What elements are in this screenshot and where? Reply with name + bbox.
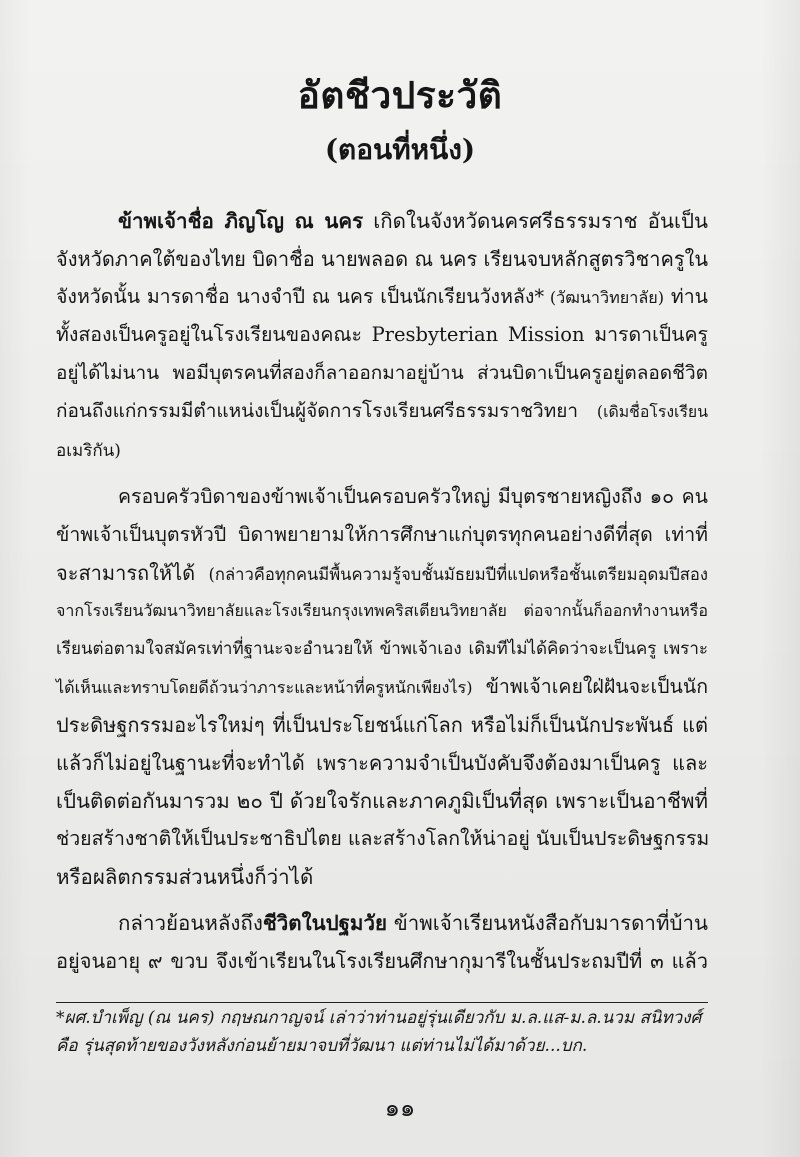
paragraph-2-line-9: เป็นติดต่อกันมารวม ๒๐ ปี ด้วยใจรักและภาคภูมิเป็นที่สุด เพราะเป็นอาชีพที่ xyxy=(56,789,708,813)
paragraph-2-line-8: แล้วก็ไม่อยู่ในฐานะที่จะทำได้ เพราะความจำเป็นบังคับจึงต้องมาเป็นครู และ xyxy=(56,751,708,775)
paragraph-1-line-3: จังหวัดนั้น มารดาชื่อ นางจำปี ณ นคร เป็นนักเรียนวังหลัง* (วัฒนาวิทยาลัย) ท่าน xyxy=(56,285,708,308)
paragraph-1-line-7: อเมริกัน) xyxy=(56,441,121,461)
paragraph-2-line-5: เรียนต่อตามใจสมัครเท่าที่ฐานะจะอำนวยให้ ข้าพเจ้าเอง เดิมทีไม่ได้คิดว่าจะเป็นครู เพราะ xyxy=(56,639,708,659)
paragraph-3-line-1: กล่าวย้อนหลังถึงชีวิตในปฐมวัย ข้าพเจ้าเรียนหนังสือกับมารดาที่บ้าน xyxy=(118,911,708,935)
page-subtitle: (ตอนที่หนึ่ง) xyxy=(324,133,476,166)
paragraph-1-line-5: อยู่ได้ไม่นาน พอมีบุตรคนที่สองก็ลาออกมาอยู่บ้าน ส่วนบิดาเป็นครูอยู่ตลอดชีวิต xyxy=(56,362,708,384)
paragraph-2-line-6: ได้เห็นและทราบโดยดีถ้วนว่าภาระและหน้าที่ครูหนักเพียงไร) ข้าพเจ้าเคยใฝ่ฝันจะเป็นนัก xyxy=(56,675,708,698)
paragraph-2-line-7: ประดิษฐกรรมอะไรใหม่ๆ ที่เป็นประโยชน์แก่โลก หรือไม่ก็เป็นนักประพันธ์ แต่ xyxy=(56,713,708,737)
paragraph-2-line-3: จะสามารถให้ได้ (กล่าวคือทุกคนมีพื้นความรู้จบชั้นมัธยมปีที่แปดหรือชั้นเตรียมอุดมปีสอง xyxy=(56,561,708,585)
paragraph-2-line-11: หรือผลิตกรรมส่วนหนึ่งก็ว่าได้ xyxy=(56,865,314,889)
paragraph-1-line-1: ข้าพเจ้าชื่อ ภิญโญ ณ นคร เกิดในจังหวัดนครศรีธรรมราช อันเป็น xyxy=(118,209,709,233)
paragraph-2-line-1: ครอบครัวบิดาของข้าพเจ้าเป็นครอบครัวใหญ่ มีบุตรชายหญิงถึง ๑๐ คน xyxy=(118,485,708,508)
early-life-bold: ชีวิตในปฐมวัย xyxy=(262,911,387,935)
paragraph-1-line-6: ก่อนถึงแก่กรรมมีตำแหน่งเป็นผู้จัดการโรงเรียนศรีธรรมราชวิทยา (เดิมชื่อโรงเรียน xyxy=(56,400,708,422)
footnote-divider xyxy=(56,1002,708,1003)
paragraph-2-line-10: ช่วยสร้างชาติให้เป็นประชาธิปไตย และสร้างโลกให้น่าอยู่ นับเป็นประดิษฐกรรม xyxy=(56,827,710,850)
author-name-bold: ข้าพเจ้าชื่อ ภิญโญ ณ นคร xyxy=(118,209,364,233)
footnote-line-1: *ผศ.บำเพ็ญ (ณ นคร) กฤษณกาญจน์ เล่าว่าท่านอยู่รุ่นเดียวกับ ม.ล.แส-ม.ล.นวม สนิทวงศ์ xyxy=(56,1008,702,1028)
paragraph-3-line-2: อยู่จนอายุ ๙ ขวบ จึงเข้าเรียนในโรงเรียนศึกษากุมารีในชั้นประถมปีที่ ๓ แล้ว xyxy=(56,949,708,973)
footnote-line-2: คือ รุ่นสุดท้ายของวังหลังก่อนย้ายมาจบที่วัฒนา แต่ท่านไม่ได้มาด้วย...บก. xyxy=(56,1036,588,1056)
page-title: อัตชีวประวัติ xyxy=(297,73,503,117)
paragraph-1-line-2: จังหวัดภาคใต้ของไทย บิดาชื่อ นายพลอด ณ นคร เรียนจบหลักสูตรวิชาครูใน xyxy=(56,247,709,271)
page-number: ๑๑ xyxy=(384,1094,416,1122)
paragraph-2-line-2: ข้าพเจ้าเป็นบุตรหัวปี บิดาพยายามให้การศึกษาแก่บุตรทุกคนอย่างดีที่สุด เท่าที่ xyxy=(56,523,708,546)
paragraph-1-line-4: ทั้งสองเป็นครูอยู่ในโรงเรียนของคณะ Presbyterian Mission มารดาเป็นครู xyxy=(56,323,708,346)
paragraph-2-line-4: จากโรงเรียนวัฒนาวิทยาลัยและโรงเรียนกรุงเทพคริสเตียนวิทยาลัย ต่อจากนั้นก็ออกทำงานหรือ xyxy=(56,601,708,620)
